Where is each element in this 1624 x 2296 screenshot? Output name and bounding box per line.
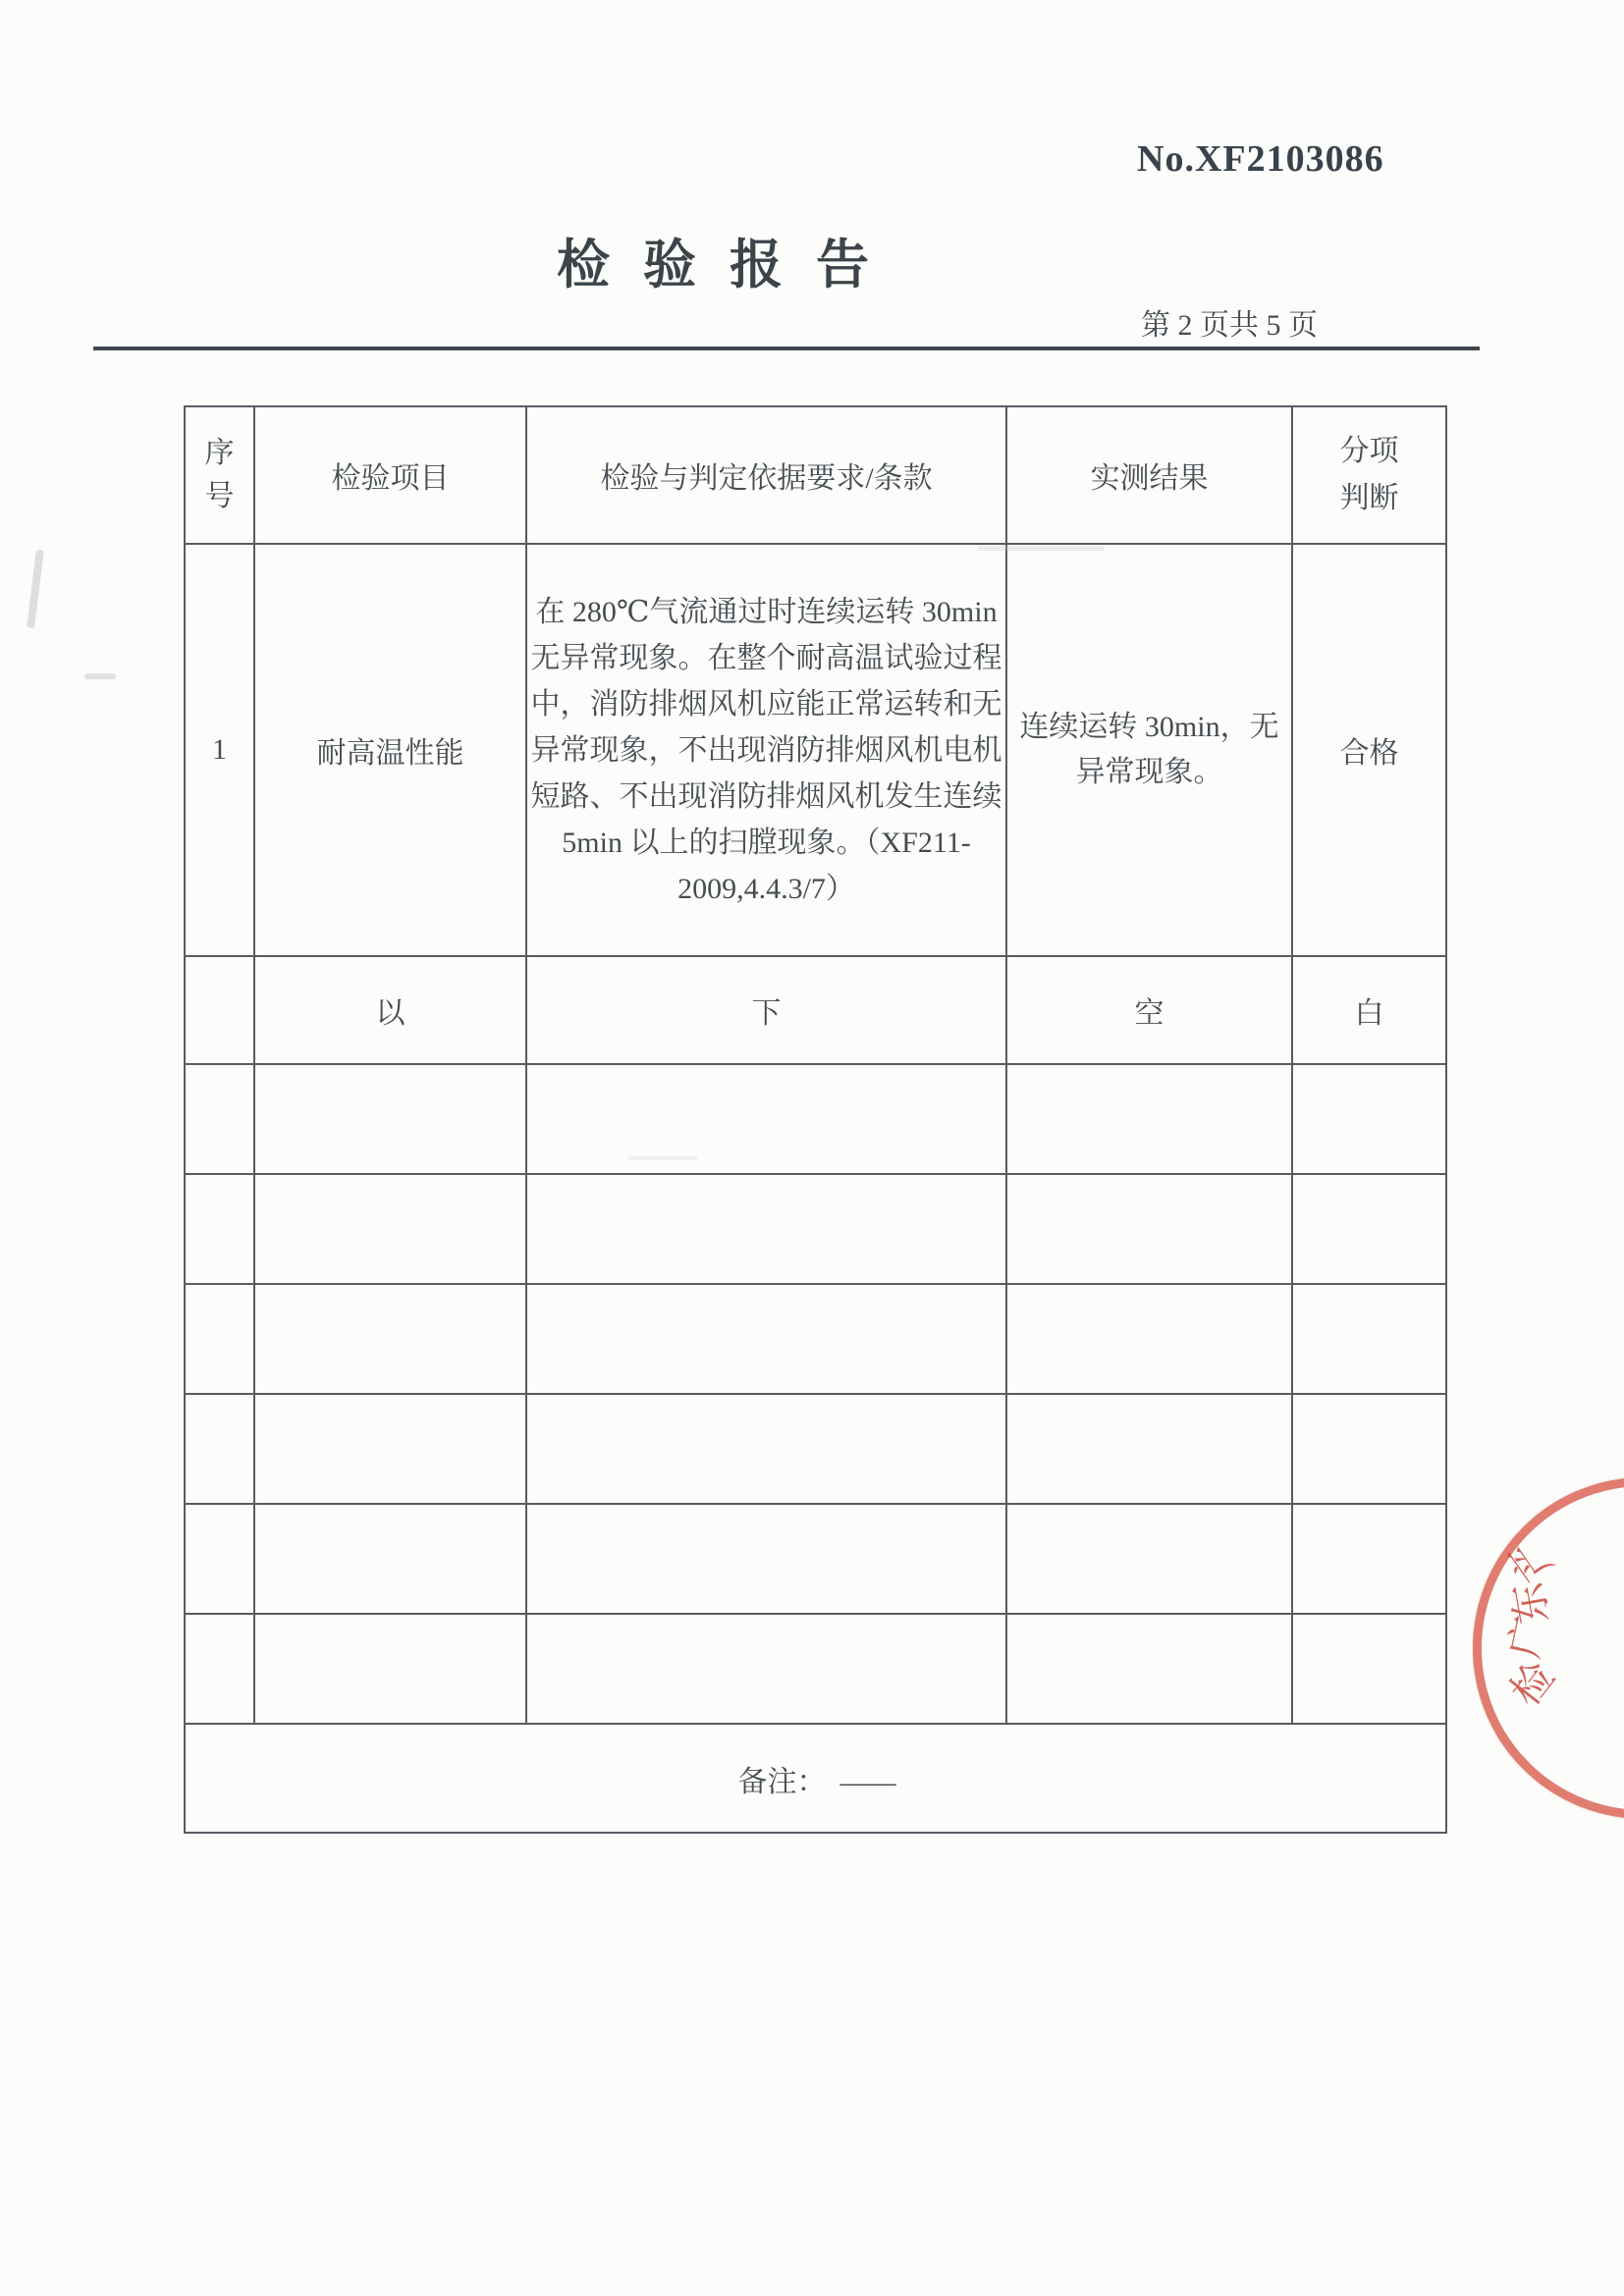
scan-smudge (977, 546, 1105, 551)
empty-cell (185, 1614, 254, 1724)
empty-cell (1006, 1614, 1292, 1724)
empty-cell (1292, 1284, 1446, 1394)
empty-cell (1006, 1064, 1292, 1174)
empty-cell (254, 1064, 526, 1174)
empty-cell (254, 1174, 526, 1284)
empty-cell (254, 1284, 526, 1394)
blank-char-kong: 空 (1006, 956, 1292, 1064)
page-indicator: 第 2 页共 5 页 (1141, 309, 1318, 342)
blank-char-bai: 白 (1292, 956, 1446, 1064)
remark-label: 备注： (737, 1765, 827, 1798)
empty-cell (526, 1504, 1006, 1614)
empty-row (185, 1394, 1446, 1504)
remark-dash: —— (839, 1765, 893, 1798)
cell-inspection-item: 耐高温性能 (254, 544, 526, 956)
empty-cell (185, 1064, 254, 1174)
empty-cell (526, 1284, 1006, 1394)
empty-row (185, 1064, 1446, 1174)
cell-basis: 在 280℃气流通过时连续运转 30min 无异常现象。在整个耐高温试验过程中，消防排烟风机应能正常运转和无异常现象，不出现消防排烟风机电机短路、不出现消防排烟风机发生连续 5min 以上的扫膛现象。（XF211-2009,4.4.3/7） (526, 544, 1006, 956)
empty-cell (254, 1614, 526, 1724)
empty-cell (185, 1504, 254, 1614)
stamp-character: 产 (1501, 1528, 1562, 1589)
header-serial-no-label: 序号 (204, 437, 235, 512)
empty-cell (185, 1174, 254, 1284)
empty-cell (526, 1394, 1006, 1504)
report-number: No.XF2103086 (1137, 138, 1384, 180)
empty-cell (254, 1394, 526, 1504)
empty-cell (526, 1614, 1006, 1724)
blank-char-yi: 以 (254, 956, 526, 1064)
empty-cell (1292, 1614, 1446, 1724)
table-row-1 (185, 544, 1446, 956)
table-header-row (185, 406, 1446, 544)
empty-cell (185, 1284, 254, 1394)
header-inspection-item: 检验项目 (254, 406, 526, 544)
empty-cell (1292, 1064, 1446, 1174)
empty-row (185, 1174, 1446, 1284)
header-item-judgment-label: 分项判断 (1339, 435, 1399, 514)
cell-item-judgment: 合格 (1292, 544, 1446, 956)
empty-cell (526, 1174, 1006, 1284)
empty-cell (1006, 1504, 1292, 1614)
remark-row (185, 1724, 1446, 1833)
empty-cell (526, 1064, 1006, 1174)
empty-row (185, 1614, 1446, 1724)
scan-smudge (84, 673, 116, 679)
empty-row (185, 1504, 1446, 1614)
stamp-character: 东 (1505, 1578, 1558, 1628)
blank-below-row (185, 956, 1446, 1064)
stamp-character: 检 (1502, 1654, 1565, 1715)
header-serial-no (185, 406, 254, 544)
empty-cell (185, 956, 254, 1064)
header-item-judgment (1292, 406, 1446, 544)
cell-measured-result: 连续运转 30min，无异常现象。 (1006, 544, 1292, 956)
inspection-table (184, 405, 1447, 1834)
empty-cell (1292, 1504, 1446, 1614)
empty-cell (1006, 1394, 1292, 1504)
empty-cell (1292, 1394, 1446, 1504)
scan-smudge (27, 550, 44, 628)
empty-row (185, 1284, 1446, 1394)
empty-cell (1006, 1284, 1292, 1394)
header-rule (93, 347, 1480, 350)
empty-cell (1292, 1174, 1446, 1284)
blank-char-xia: 下 (526, 956, 1006, 1064)
remark-cell (185, 1724, 1446, 1833)
header-basis: 检验与判定依据要求/条款 (526, 406, 1006, 544)
empty-cell (254, 1504, 526, 1614)
stamp-character: 广 (1502, 1612, 1555, 1663)
scan-smudge (628, 1156, 697, 1160)
cell-serial-no: 1 (185, 544, 254, 956)
page-title: 检验报告 (557, 236, 902, 294)
header-measured-result: 实测结果 (1006, 406, 1292, 544)
empty-cell (1006, 1174, 1292, 1284)
empty-cell (185, 1394, 254, 1504)
